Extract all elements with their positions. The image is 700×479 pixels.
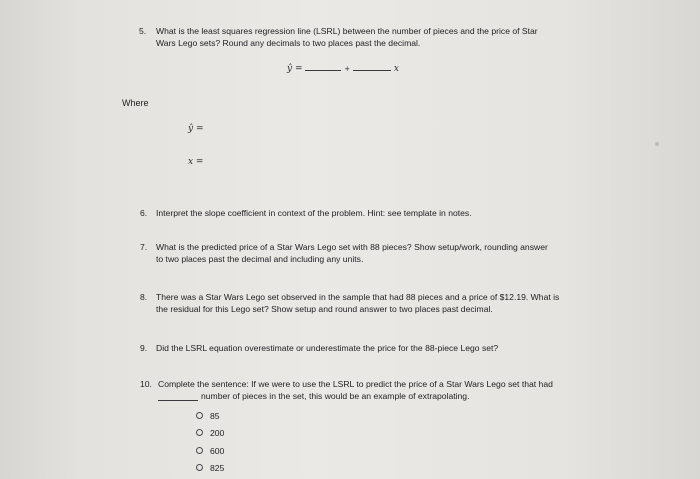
question-10 [140,378,600,404]
option-label: 825 [210,463,225,473]
question-text-line-1: There was a Star Wars Lego set observed in the sample that had 88 pieces and a price of $12.19. What is [156,292,560,302]
question-number: 9. [140,343,148,353]
option-label: 85 [210,411,220,421]
radio-button[interactable] [196,429,203,436]
question-6 [140,207,580,221]
where-label: Where [122,98,149,108]
radio-button[interactable] [196,447,203,454]
question-9 [140,342,580,356]
where-yhat-definition: ŷ = [188,124,204,134]
question-text-line-1: Interpret the slope coefficient in context of the problem. Hint: see template in notes. [156,208,472,218]
screen-smudge-dot [655,142,659,146]
x-variable: x [393,64,399,74]
radio-button[interactable] [196,464,203,471]
question-number: 8. [140,292,148,302]
radio-button[interactable] [196,412,203,419]
slope-blank[interactable] [353,62,391,71]
question-text-line-2: to two places past the decimal and including any units. [156,254,364,264]
question-number: 6. [140,208,148,218]
lsrl-equation [287,62,427,74]
question-number: 7. [140,242,148,252]
question-5 [139,25,579,51]
question-text-line-1: What is the least squares regression line (LSRL) between the number of pieces and the price of Star [156,26,538,36]
question-text-line-2: Wars Lego sets? Round any decimals to two places past the decimal. [156,38,421,48]
yhat-symbol: ŷ = [287,64,303,74]
question-8 [140,291,600,317]
where-x-definition: x = [188,157,204,167]
question-text-line-1: Did the LSRL equation overestimate or underestimate the price for the 88-piece Lego set? [156,343,499,353]
question-text-line-1: Complete the sentence: If we were to use the LSRL to predict the price of a Star Wars Lego set that had [158,379,553,389]
question-7 [140,241,600,267]
plus-sign: + [344,65,351,73]
intercept-blank[interactable] [305,62,341,71]
option-label: 600 [210,446,225,456]
question-text-line-1: What is the predicted price of a Star Wars Lego set with 88 pieces? Show setup/work, rounding answer [156,242,548,252]
question-text-line-2: the residual for this Lego set? Show setup and round answer to two places past decimal. [156,304,493,314]
option-label: 200 [210,428,225,438]
question-number: 5. [139,26,147,36]
question-text-line-2: number of pieces in the set, this would be an example of extrapolating. [201,391,470,401]
question-number: 10. [140,379,152,389]
answer-blank[interactable] [158,392,198,401]
